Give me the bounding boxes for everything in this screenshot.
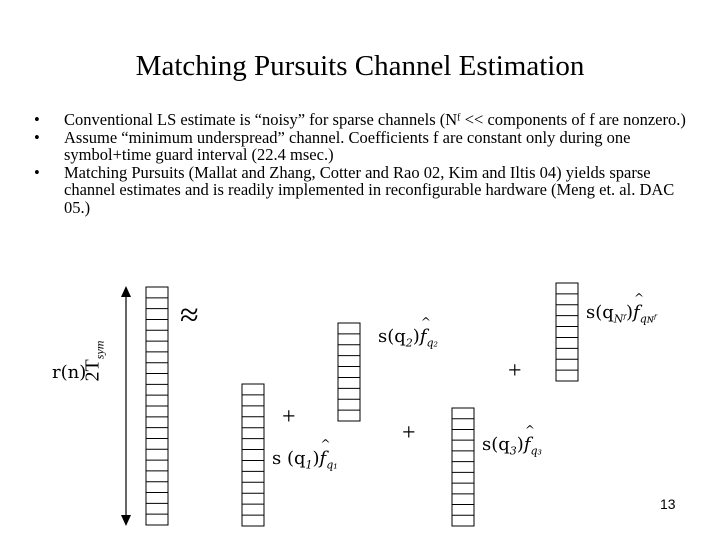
- term-q3-label: $s(q_3)\^{}$ $f_{q_3}$: [482, 434, 542, 458]
- term-q2-label: $s(q_2)\^{}$ $f_{q_2}$: [378, 326, 438, 350]
- approx-symbol: ≈: [180, 297, 199, 334]
- slide-title: Matching Pursuits Channel Estimation: [135, 50, 585, 82]
- tsym-arrow-head-up: [121, 286, 131, 297]
- plus-symbol: +: [282, 404, 296, 430]
- term-qnf-label: $s(q_{Nᶠ})\^{}$ $f_{qɴᶠ}$: [586, 302, 656, 326]
- rn-label: r(n): [52, 362, 87, 383]
- tsym-label: $2T_{sym}$: [81, 340, 107, 382]
- bullet-dot: •: [34, 127, 40, 147]
- bullet-dot: •: [34, 110, 40, 129]
- vector-q2: [338, 323, 360, 421]
- term-q1-label: s $(q_1)\^{}$ $f_{q_1}$: [272, 448, 338, 472]
- bullet-text: Assume “minimum underspread” channel. Coefficients f are constant only during one symbol+time guard interval (22.4 msec.): [64, 127, 631, 164]
- vector-q1: [242, 384, 264, 526]
- vector-q3: [452, 408, 474, 526]
- plus-symbol: +: [508, 358, 522, 384]
- plus-symbol: +: [402, 420, 416, 446]
- bullet-text: Conventional LS estimate is “noisy” for sparse channels (Nᶠ << components of f are nonzero.): [64, 110, 686, 129]
- vector-qnf: [556, 283, 578, 381]
- tsym-arrow-head-down: [121, 515, 131, 526]
- bullet-dot: •: [34, 162, 40, 182]
- bullet-text: Matching Pursuits (Mallat and Zhang, Cotter and Rao 02, Kim and Iltis 04) yields sparse channel estimates and is readily implemented in reconfigurable hardware (Meng et. al. DAC 05.): [64, 162, 675, 217]
- page-number: 13: [660, 496, 676, 512]
